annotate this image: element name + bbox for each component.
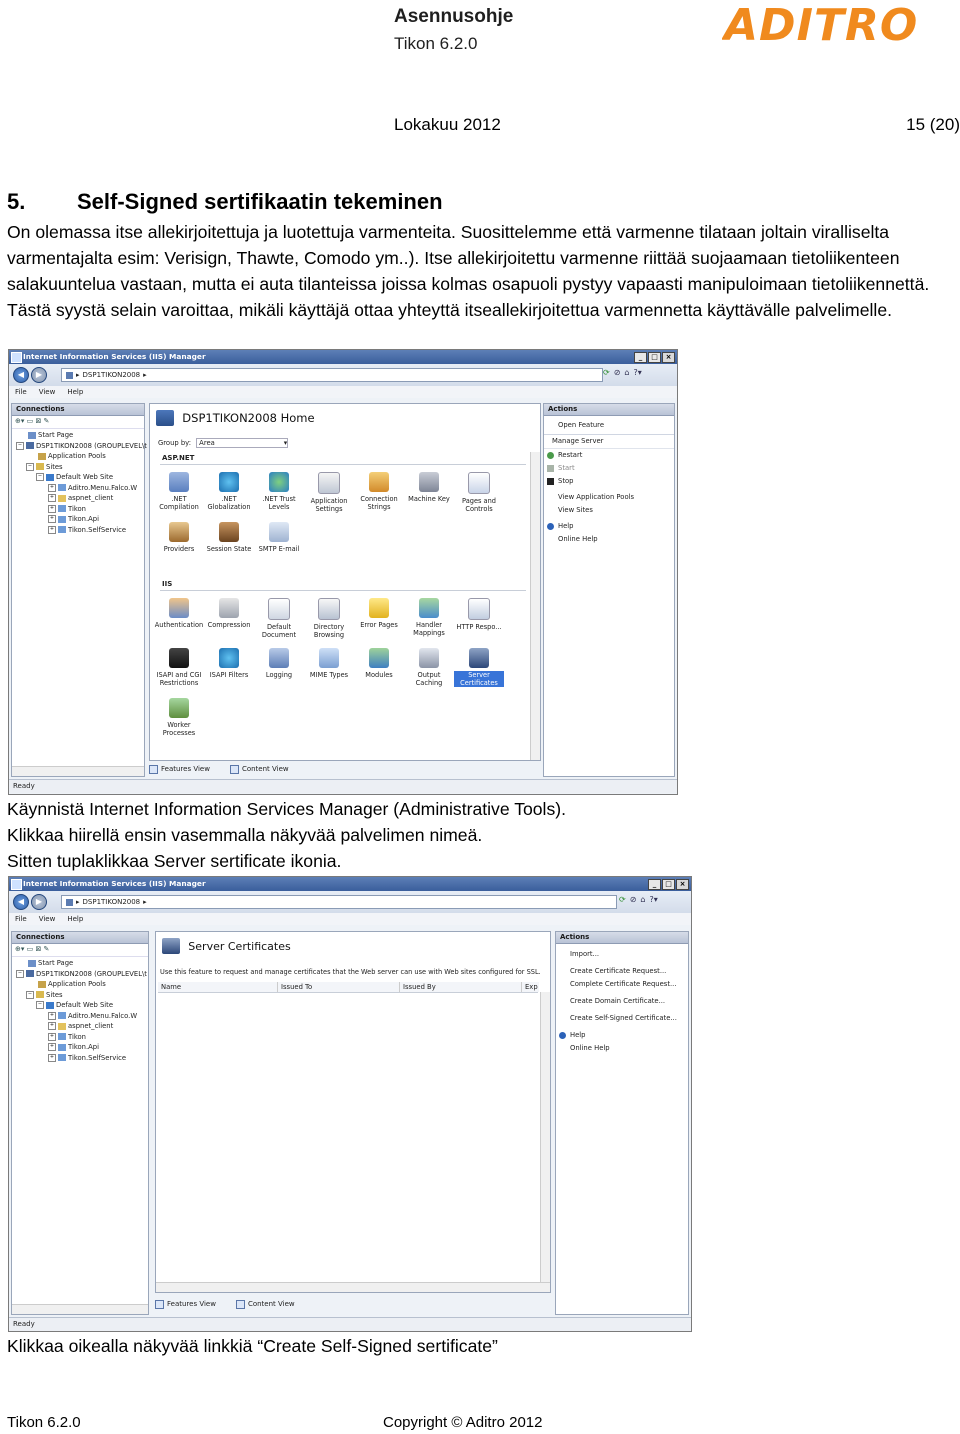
close-button[interactable]: × <box>662 352 675 363</box>
address-bar <box>9 891 691 913</box>
tree-aspnet-client[interactable]: + aspnet_client <box>49 1022 114 1030</box>
certificates-vscroll[interactable] <box>540 992 550 1282</box>
features-pane <box>149 403 541 761</box>
server-certificates-icon <box>162 938 180 954</box>
minimize-button[interactable]: _ <box>648 879 661 890</box>
column-issued-by[interactable]: Issued By <box>400 982 522 992</box>
home-header <box>156 410 315 432</box>
feature-mime-types[interactable]: MIME Types <box>304 648 354 679</box>
aditro-logo <box>722 0 950 48</box>
connections-pane <box>11 403 145 777</box>
feature-worker-processes[interactable]: Worker Processes <box>154 698 204 737</box>
tree-default-web-site[interactable]: − Default Web Site <box>37 1001 114 1009</box>
certificates-title: Server Certificates <box>188 939 291 953</box>
connections-pane <box>11 931 149 1315</box>
action-restart[interactable]: Restart <box>544 449 674 462</box>
action-start[interactable]: Start <box>544 462 674 475</box>
certificates-header <box>162 938 291 960</box>
feature-http-response[interactable]: HTTP Respo... <box>454 598 504 631</box>
address-field[interactable]: ▸ DSP1TIKON2008 ▸ <box>61 895 617 909</box>
action-view-application-pools[interactable]: View Application Pools <box>558 493 635 501</box>
status-text: Ready <box>13 1320 35 1328</box>
feature-pages-and-controls[interactable]: Pages and Controls <box>454 472 504 513</box>
feature-compression[interactable]: Compression <box>204 598 254 629</box>
tree-application-pools[interactable]: Application Pools <box>14 979 148 990</box>
action-help[interactable]: Help <box>556 1029 688 1042</box>
tree-aditro-menu[interactable]: + Aditro.Menu.Falco.W <box>49 483 138 492</box>
logo-text: ADITRO <box>724 0 919 48</box>
feature-session-state[interactable]: Session State <box>204 522 254 553</box>
tree-tikon-selfservice[interactable]: + Tikon.SelfService <box>49 525 127 534</box>
window-title: Internet Information Services (IIS) Manager <box>23 352 206 361</box>
home-icon[interactable]: ⌂ <box>640 895 646 904</box>
tree-sites[interactable]: − Sites <box>27 990 63 999</box>
tree-tikon-api[interactable]: + Tikon.Api <box>49 1043 100 1051</box>
instruction-line-3: Sitten tuplaklikkaa Server sertificate ikonia. <box>7 851 342 871</box>
feature-machine-key[interactable]: Machine Key <box>404 472 454 503</box>
feature-handler-mappings[interactable]: Handler Mappings <box>404 598 454 637</box>
feature-net-compilation[interactable]: .NET Compilation <box>154 472 204 511</box>
footer-version: Tikon 6.2.0 <box>7 1414 81 1431</box>
actions-header: Actions <box>556 932 688 944</box>
menu-help[interactable]: Help <box>67 915 84 923</box>
refresh-icon[interactable]: ⟳ <box>619 895 626 904</box>
feature-isapi-filters[interactable]: ISAPI Filters <box>204 648 254 679</box>
tree-server-node[interactable]: − DSP1TIKON2008 (GROUPLEVEL\t <box>17 969 147 978</box>
tree-application-pools[interactable]: Application Pools <box>14 451 144 462</box>
maximize-button[interactable]: □ <box>648 352 661 363</box>
feature-connection-strings[interactable]: Connection Strings <box>354 472 404 511</box>
home-server-icon <box>156 410 174 426</box>
maximize-button[interactable]: □ <box>662 879 675 890</box>
column-name[interactable]: Name <box>158 982 278 992</box>
feature-net-trust-levels[interactable]: .NET Trust Levels <box>254 472 304 511</box>
certificates-pane <box>155 931 551 1293</box>
actions-header: Actions <box>544 404 674 416</box>
feature-default-document[interactable]: Default Document <box>254 598 304 639</box>
home-icon[interactable]: ⌂ <box>624 368 630 377</box>
status-bar <box>9 1317 691 1331</box>
action-online-help[interactable]: Online Help <box>570 1044 610 1052</box>
certificates-hscroll[interactable] <box>156 1282 550 1292</box>
certificates-table-header <box>158 982 538 993</box>
column-issued-to[interactable]: Issued To <box>278 982 400 992</box>
section-iis: IIS <box>162 580 173 588</box>
tree-default-web-site[interactable]: − Default Web Site <box>37 473 114 481</box>
tab-features-view[interactable]: Features View <box>149 763 220 775</box>
action-stop[interactable]: Stop <box>544 475 674 488</box>
feature-server-certificates[interactable]: Server Certificates <box>454 648 504 687</box>
tree-tikon-api[interactable]: + Tikon.Api <box>49 515 100 523</box>
feature-providers[interactable]: Providers <box>154 522 204 553</box>
connections-hscroll[interactable] <box>12 1304 148 1314</box>
action-open-feature[interactable]: Open Feature <box>558 421 604 429</box>
stop-icon[interactable]: ⊘ <box>613 368 621 377</box>
minimize-button[interactable]: _ <box>634 352 647 363</box>
feature-output-caching[interactable]: Output Caching <box>404 648 454 687</box>
iis-window-home <box>8 349 678 795</box>
tree-aditro-menu[interactable]: + Aditro.Menu.Falco.W <box>49 1011 138 1020</box>
menu-bar <box>9 386 677 398</box>
status-bar <box>9 779 677 793</box>
feature-isapi-cgi-restrictions[interactable]: ISAPI and CGI Restrictions <box>154 648 204 687</box>
tree-sites[interactable]: − Sites <box>27 462 63 471</box>
close-button[interactable]: × <box>676 879 689 890</box>
action-complete-certificate-request[interactable]: Complete Certificate Request... <box>570 980 677 988</box>
menu-help[interactable]: Help <box>67 388 84 396</box>
iis-app-icon <box>11 879 22 890</box>
back-arrow-icon[interactable]: ◀ <box>13 894 29 910</box>
document-version: Tikon 6.2.0 <box>394 34 478 53</box>
action-group-manage-server: Manage Server <box>544 434 674 449</box>
feature-smtp-email[interactable]: SMTP E-mail <box>254 522 304 553</box>
instruction-line-4: Klikkaa oikealla näkyvää linkkiä “Create Self-Signed sertificate” <box>7 1336 498 1356</box>
feature-logging[interactable]: Logging <box>254 648 304 679</box>
connections-toolbar: ⊕▾ ▭ ⊠ ✎ <box>12 416 144 429</box>
status-text: Ready <box>13 782 35 790</box>
action-import[interactable]: Import... <box>570 950 600 958</box>
stop-icon <box>547 478 554 485</box>
action-create-self-signed-certificate[interactable]: Create Self-Signed Certificate... <box>570 1014 677 1022</box>
tree-tikon-selfservice[interactable]: + Tikon.SelfService <box>49 1053 127 1062</box>
action-help[interactable]: Help <box>544 520 674 533</box>
window-title: Internet Information Services (IIS) Manager <box>23 879 206 888</box>
certificates-description: Use this feature to request and manage certificates that the Web server can use with Web sites configured for SSL. <box>160 968 541 976</box>
tree-tikon[interactable]: + Tikon <box>49 504 86 513</box>
feature-net-globalization[interactable]: .NET Globalization <box>204 472 254 511</box>
address-text: DSP1TIKON2008 <box>82 371 141 379</box>
help-icon <box>559 1032 566 1039</box>
features-vscroll[interactable] <box>530 452 540 760</box>
feature-error-pages[interactable]: Error Pages <box>354 598 404 629</box>
section-heading <box>7 189 443 215</box>
refresh-icon[interactable]: ⟳ <box>603 368 610 377</box>
menu-file[interactable]: File <box>15 915 27 923</box>
home-title: DSP1TIKON2008 Home <box>182 411 315 425</box>
group-by-value: Area <box>199 439 215 447</box>
instruction-line-2: Klikkaa hiirellä ensin vasemmalla näkyvää palvelimen nimeä. <box>7 825 483 845</box>
stop-icon[interactable]: ⊘ <box>629 895 637 904</box>
iis-window-certificates <box>8 876 692 1332</box>
tree-aspnet-client[interactable]: + aspnet_client <box>49 494 114 502</box>
tab-content-view[interactable]: Content View <box>236 1298 305 1310</box>
tree-tikon[interactable]: + Tikon <box>49 1032 86 1041</box>
server-icon <box>66 372 73 379</box>
view-tabs <box>155 1298 315 1310</box>
document-title: Asennusohje <box>394 6 514 27</box>
tree-server-node[interactable]: − DSP1TIKON2008 (GROUPLEVEL\t <box>17 441 147 450</box>
feature-authentication[interactable]: Authentication <box>154 598 204 629</box>
connections-header: Connections <box>12 932 148 944</box>
view-tabs <box>149 763 309 775</box>
address-text: DSP1TIKON2008 <box>82 898 141 906</box>
menu-bar <box>9 913 691 925</box>
feature-directory-browsing[interactable]: Directory Browsing <box>304 598 354 639</box>
page-number: 15 (20) <box>906 115 960 134</box>
start-icon <box>547 465 554 472</box>
help-icon <box>547 523 554 530</box>
instruction-line-1: Käynnistä Internet Information Services Manager (Administrative Tools). <box>7 799 567 819</box>
action-view-sites[interactable]: View Sites <box>558 506 593 514</box>
forward-arrow-icon[interactable]: ▶ <box>31 894 47 910</box>
tab-content-view[interactable]: Content View <box>230 763 299 775</box>
group-by-control[interactable]: Group by: Area ▾ <box>158 439 288 447</box>
title-bar <box>9 350 677 364</box>
connections-toolbar: ⊕▾ ▭ ⊠ ✎ <box>12 944 148 957</box>
document-date: Lokakuu 2012 <box>394 115 501 134</box>
menu-file[interactable]: File <box>15 388 27 396</box>
connections-header: Connections <box>12 404 144 416</box>
action-create-domain-certificate[interactable]: Create Domain Certificate... <box>570 997 666 1005</box>
menu-view[interactable]: View <box>38 915 56 923</box>
tree-start-page[interactable]: Start Page <box>14 958 148 969</box>
iis-app-icon <box>11 352 22 363</box>
server-icon <box>66 899 73 906</box>
action-create-certificate-request[interactable]: Create Certificate Request... <box>570 967 667 975</box>
menu-view[interactable]: View <box>38 388 56 396</box>
help-icon[interactable]: ?▾ <box>633 368 642 377</box>
section-aspnet: ASP.NET <box>162 454 195 462</box>
section-number: 5. <box>7 189 26 214</box>
address-bar <box>9 364 677 386</box>
forward-arrow-icon[interactable]: ▶ <box>31 367 47 383</box>
restart-icon <box>547 452 554 459</box>
feature-application-settings[interactable]: Application Settings <box>304 472 354 513</box>
connections-hscroll[interactable] <box>12 766 144 776</box>
back-arrow-icon[interactable]: ◀ <box>13 367 29 383</box>
section-title: Self-Signed sertifikaatin tekeminen <box>77 189 443 214</box>
feature-modules[interactable]: Modules <box>354 648 404 679</box>
tab-features-view[interactable]: Features View <box>155 1298 226 1310</box>
address-field[interactable]: ▸ DSP1TIKON2008 ▸ <box>61 368 603 382</box>
title-bar <box>9 877 691 891</box>
actions-pane <box>543 403 675 777</box>
section-paragraph: On olemassa itse allekirjoitettuja ja luotettuja varmenteita. Suosittelemme että varmenne tilataan joltain viralliselta varmentajalta esim: Verisign, Thawte, Comodo ym..). Itse allekirjoitettu varmenne riittää suojaamaan tietoliikenteen salakuuntelua vastaan, mutta ei auta tilanteissa joissa kolmas osapuoli pystyy vapaasti manipuloimaan tietoliikennettä. Tästä syystä selain varoittaa, mikäli käyttäjä ottaa yhteyttä itseallekirjoitettua varmennetta käyttävälle palvelimelle. <box>7 222 930 320</box>
column-expiration[interactable]: Exp <box>522 982 539 992</box>
tree-start-page[interactable]: Start Page <box>14 430 144 441</box>
footer-copyright: Copyright © Aditro 2012 <box>383 1414 543 1431</box>
action-online-help[interactable]: Online Help <box>558 535 598 543</box>
help-icon[interactable]: ?▾ <box>649 895 658 904</box>
actions-pane <box>555 931 689 1315</box>
